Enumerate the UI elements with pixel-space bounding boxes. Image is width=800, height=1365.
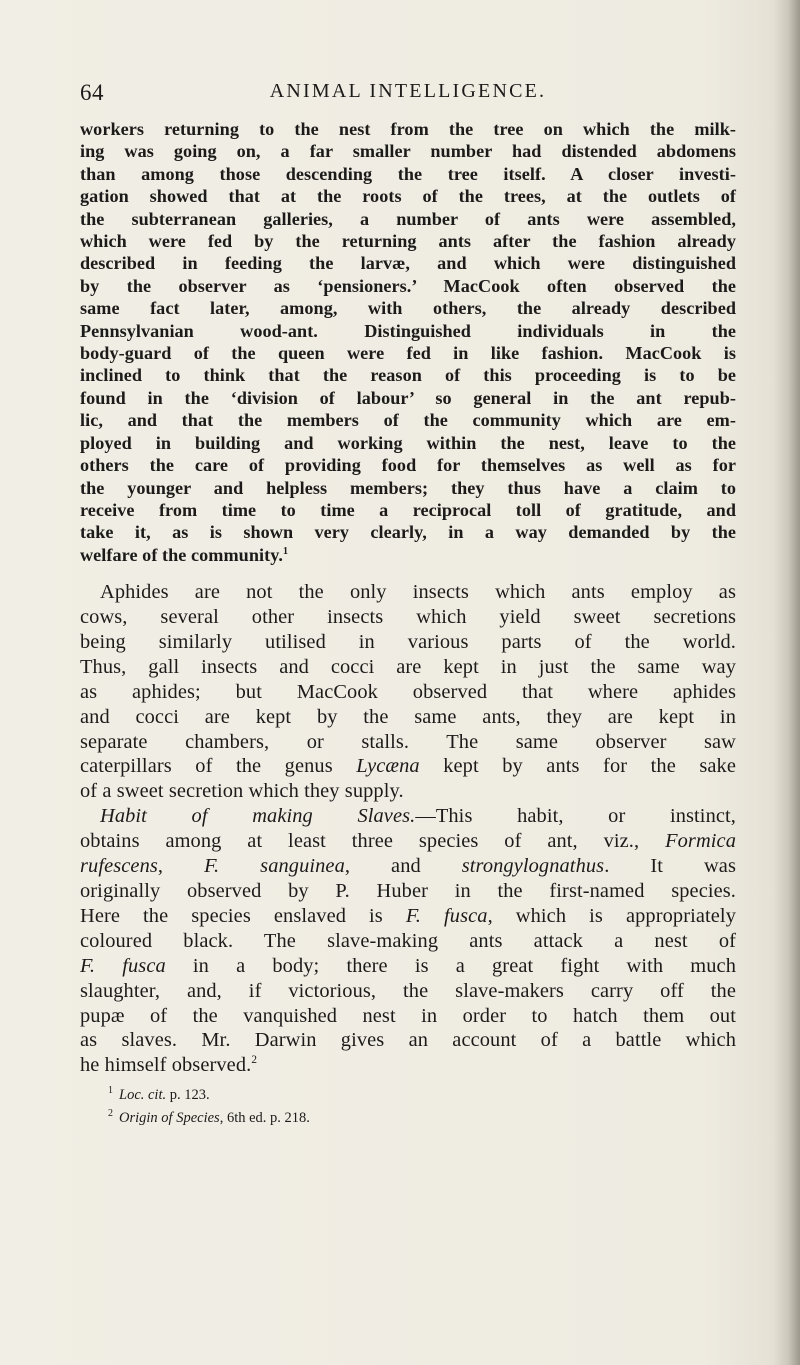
text-line: the younger and helpless members; they thus have a claim to (80, 477, 736, 498)
text-line: Here the species enslaved is F. fusca, which is appropriately (80, 904, 736, 927)
text-line: lic, and that the members of the community which are em- (80, 410, 736, 431)
text-line: found in the ‘division of labour’ so general in the ant repub- (80, 387, 736, 408)
paragraph-1 (80, 118, 736, 566)
text-line: caterpillars of the genus Lycæna kept by ants for the sake (80, 755, 736, 778)
text-line: originally observed by P. Huber in the first-named species. (80, 880, 736, 902)
text-line: coloured black. The slave-making ants attack a nest of (80, 929, 736, 952)
text-line: welfare of the community.$^1$ (80, 544, 289, 565)
footnote-1: $^1$ Loc. cit. p. 123. (108, 1085, 210, 1104)
text-line: and cocci are kept by the same ants, they are kept in (80, 705, 736, 728)
text-line: he himself observed.$^2$ (80, 1054, 258, 1077)
section-heading: Habit of making Slaves. (100, 805, 416, 828)
text-line: F. fusca in a body; there is a great fight with much (80, 954, 736, 977)
text-line: separate chambers, or stalls. The same observer saw (80, 730, 736, 753)
text-line: others the care of providing food for themselves as well as for (80, 455, 736, 476)
text-line: inclined to think that the reason of this proceeding is to be (80, 365, 736, 386)
species-name: Formica (665, 830, 736, 853)
page-header (80, 80, 736, 110)
text-line: body-guard of the queen were fed in like fashion. MacCook is (80, 343, 736, 364)
text-line: as slaves. Mr. Darwin gives an account of a battle which (80, 1029, 736, 1052)
species-name: F. fusca (405, 904, 488, 927)
section-heading-line: Habit of making Slaves.—This habit, or instinct, (100, 805, 736, 828)
text-line: receive from time to time a reciprocal toll of gratitude, and (80, 499, 736, 520)
text-line: take it, as is shown very clearly, in a way demanded by the (80, 522, 736, 543)
text-line: as aphides; but MacCook observed that where aphides (80, 680, 736, 703)
species-name: F. fusca (80, 954, 166, 977)
footnotes (80, 1082, 736, 1127)
text-line: same fact later, among, with others, the already described (80, 298, 736, 319)
text-line: described in feeding the larvæ, and which were distinguished (80, 253, 736, 274)
text-line: by the observer as ‘pensioners.’ MacCook often observed the (80, 275, 736, 296)
footnote-2: $^2$ Origin of Species, 6th ed. p. 218. (108, 1107, 310, 1126)
text-line: rufescens, F. sanguinea, and strongylognathus. It was (80, 855, 736, 878)
text-line: being similarly utilised in various parts of the world. (80, 630, 736, 653)
text-line: cows, several other insects which yield sweet secretions (80, 606, 736, 629)
footnote-ref[interactable]: 1 (282, 545, 289, 557)
text-line: obtains among at least three species of ant, viz., Formica (80, 830, 736, 853)
paragraph-2 (80, 580, 736, 1078)
page-edge-shadow (774, 0, 800, 1365)
footnote-ref[interactable]: 2 (251, 1054, 258, 1067)
text-line: Aphides are not the only insects which ants employ as (100, 581, 736, 604)
text-line: ployed in building and working within the nest, leave to the (80, 432, 736, 453)
text-line: than among those descending the tree itself. A closer investi- (80, 163, 736, 184)
species-name: strongylognathus (461, 855, 605, 878)
text-line: Thus, gall insects and cocci are kept in just the same way (80, 655, 736, 678)
running-head: ANIMAL INTELLIGENCE. (269, 80, 547, 102)
text-line: gation showed that at the roots of the trees, at the outlets of (80, 186, 736, 207)
text-line: of a sweet secretion which they supply. (80, 780, 404, 803)
species-name: rufescens (80, 855, 158, 878)
text-line: pupæ of the vanquished nest in order to hatch them out (80, 1004, 736, 1027)
text-line: workers returning to the nest from the tree on which the milk- (80, 119, 736, 139)
species-name: F. sanguinea (204, 855, 345, 878)
text-line: the subterranean galleries, a number of ants were assembled, (80, 208, 736, 229)
text-line: slaughter, and, if victorious, the slave-makers carry off the (80, 979, 736, 1002)
text-line: ing was going on, a far smaller number had distended abdomens (80, 141, 736, 162)
footnote-mark: 1 (108, 1085, 113, 1097)
page-number: 64 (80, 80, 104, 105)
body-text (80, 118, 736, 1127)
text-line: Pennsylvanian wood-ant. Distinguished individuals in the (80, 320, 736, 341)
genus-name: Lycæna (356, 755, 420, 778)
footnote-mark: 2 (108, 1107, 113, 1119)
text-line: which were fed by the returning ants after the fashion already (80, 231, 736, 252)
